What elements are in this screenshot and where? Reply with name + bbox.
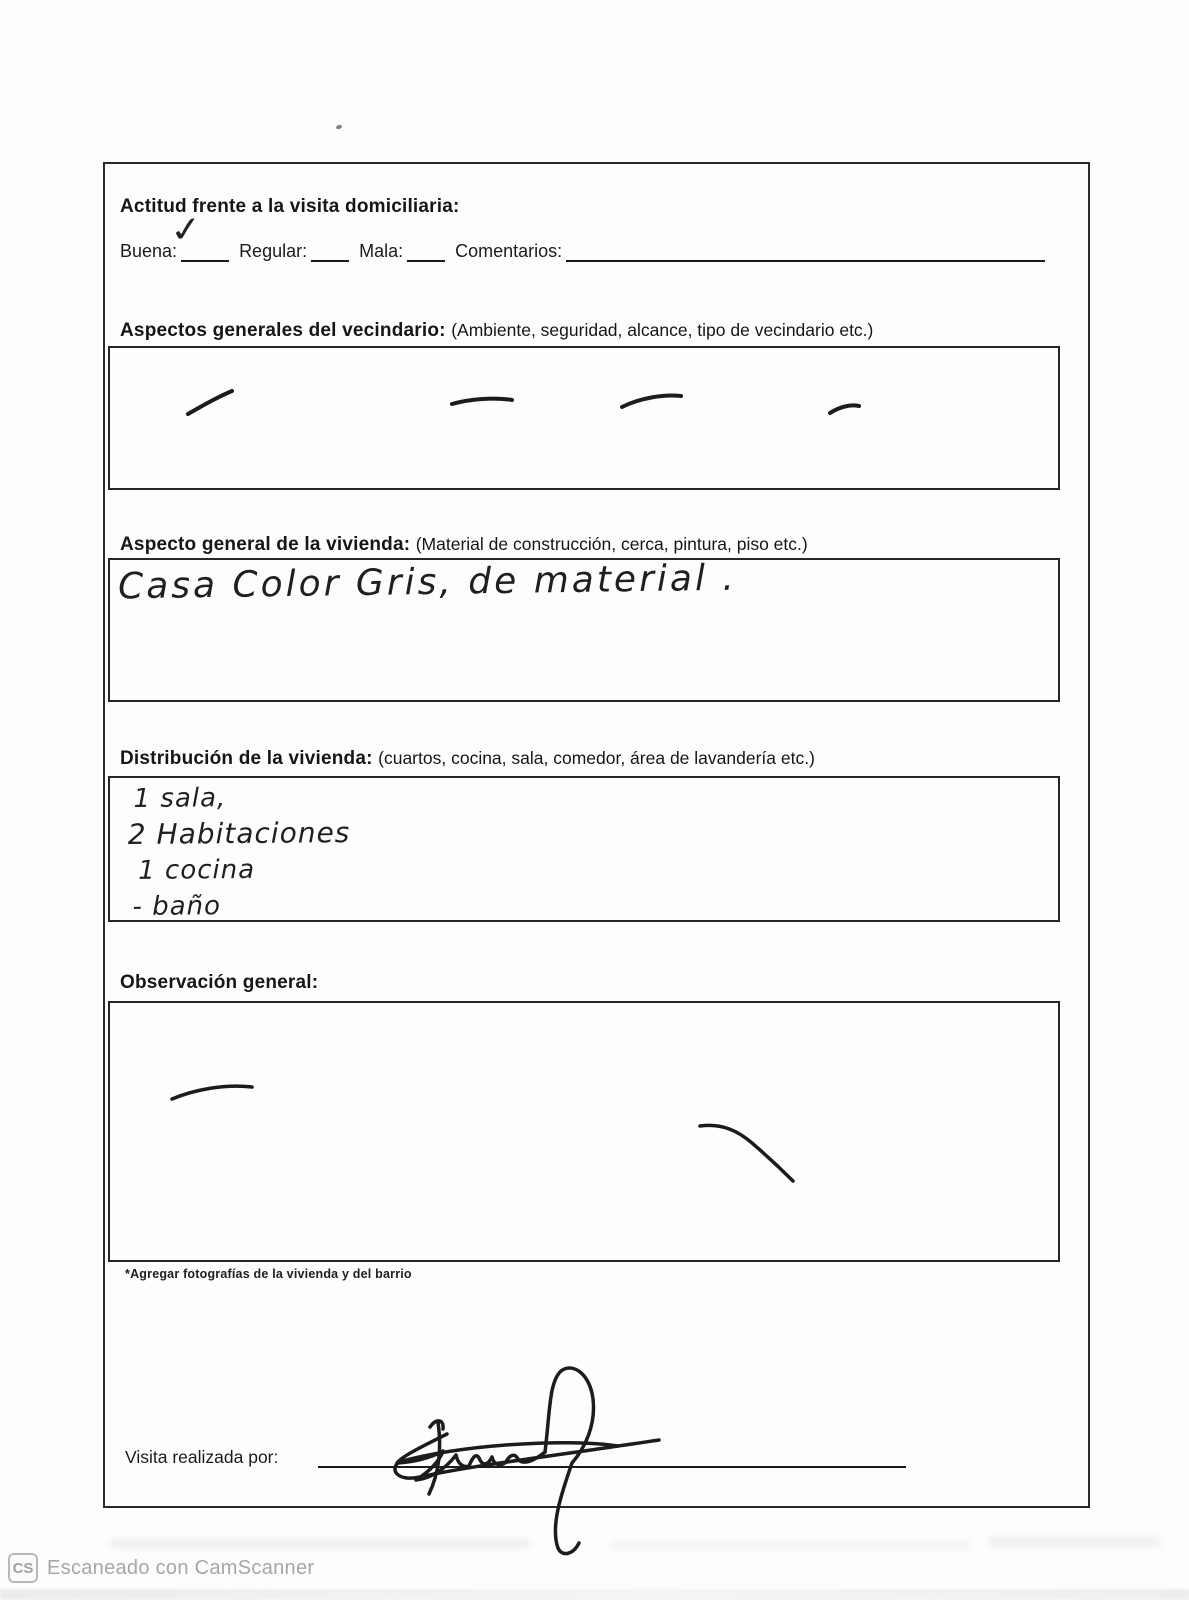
observacion-answer-box (108, 1001, 1060, 1262)
option-mala (359, 240, 445, 262)
option-regular-blank (311, 240, 349, 262)
camscanner-badge-icon: CS (8, 1553, 38, 1583)
option-buena-label: Buena: (120, 241, 178, 261)
option-mala-label: Mala: (359, 241, 404, 261)
section-title-distribucion (120, 748, 815, 770)
option-mala-blank (407, 240, 445, 262)
actitud-options-row (120, 207, 1045, 262)
option-regular-label: Regular: (239, 241, 308, 261)
handwriting-distribucion-line-3: 1 cocina (138, 854, 256, 886)
distribucion-hint-text: (cuartos, cocina, sala, comedor, área de lavandería etc.) (378, 748, 815, 768)
handwriting-vivienda: Casa Color Gris, de material . (117, 557, 738, 608)
handwriting-distribucion-line-4: - baño (132, 891, 222, 922)
photos-footnote: *Agregar fotografías de la vivienda y del barrio (125, 1267, 412, 1281)
scan-artifact-streak (990, 1537, 1160, 1547)
camscanner-footer-text: Escaneado con CamScanner (47, 1556, 315, 1579)
visita-label: Visita realizada por: (125, 1447, 279, 1467)
visita-signature-line (318, 1446, 906, 1468)
comentarios-blank (566, 240, 1045, 262)
scan-artifact-streak (610, 1541, 970, 1549)
option-regular (239, 240, 349, 262)
actitud-title-text: Actitud frente a la visita domiciliaria: (120, 196, 460, 217)
section-title-vivienda (120, 534, 808, 556)
option-buena (120, 207, 229, 262)
vecindario-title-text: Aspectos generales del vecindario: (120, 320, 446, 341)
handwriting-distribucion (127, 779, 351, 925)
vivienda-hint-text: (Material de construcción, cerca, pintura, piso etc.) (415, 534, 808, 554)
check-icon: ✓ (167, 207, 206, 253)
section-title-observacion (120, 972, 318, 994)
comentarios-field (455, 240, 1045, 262)
vivienda-title-text: Aspecto general de la vivienda: (120, 534, 411, 555)
scan-artifact-streak (110, 1539, 530, 1548)
handwriting-distribucion-line-1: 1 sala, (133, 783, 227, 814)
vecindario-answer-box (108, 346, 1060, 490)
scan-artifact-bottom-band (0, 1589, 1189, 1600)
vecindario-hint-text: (Ambiente, seguridad, alcance, tipo de vecindario etc.) (451, 320, 874, 340)
scan-speck (335, 124, 342, 130)
comentarios-label: Comentarios: (455, 241, 563, 261)
observacion-title-text: Observación general: (120, 972, 319, 993)
section-title-vecindario (120, 320, 873, 342)
distribucion-title-text: Distribución de la vivienda: (120, 748, 373, 769)
camscanner-footer (8, 1553, 314, 1583)
handwriting-distribucion-line-2: 2 Habitaciones (127, 816, 351, 851)
